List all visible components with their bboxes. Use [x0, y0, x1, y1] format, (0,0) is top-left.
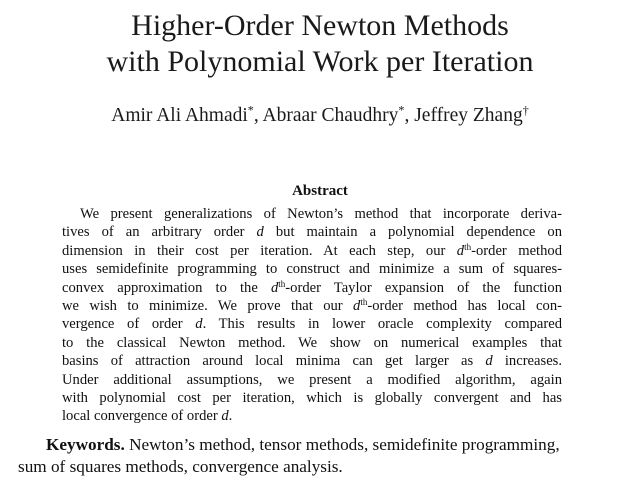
abstract-text: vergence of order [62, 316, 196, 333]
paper-title [0, 8, 640, 80]
abstract-line [62, 315, 562, 333]
author-affiliation-mark: * [247, 103, 254, 118]
title-line-2: with Polynomial Work per Iteration [106, 45, 534, 78]
abstract-line [62, 334, 562, 352]
author-name: Jeffrey Zhang [414, 105, 523, 126]
abstract-line [62, 205, 562, 223]
abstract-line [62, 352, 562, 370]
author-affiliation-mark: * [398, 103, 405, 118]
author-list [0, 103, 640, 129]
ordinal-superscript: th [360, 297, 368, 308]
abstract-line [62, 407, 562, 425]
keywords-line [18, 434, 622, 456]
abstract-text: tives of an arbitrary order [62, 224, 257, 241]
abstract-text: to the classical Newton method. We show on numerical examples that [62, 334, 562, 351]
abstract-text: local convergence of order [62, 408, 222, 425]
math-variable: d [195, 316, 203, 333]
abstract-text: increases. [492, 353, 562, 370]
abstract-line [62, 223, 562, 241]
abstract-text: convex approximation to the [62, 279, 271, 296]
abstract-line [62, 242, 562, 260]
abstract-text: with polynomial cost per iteration, which is globally convergent and has [62, 390, 562, 407]
keywords-paragraph [18, 434, 622, 478]
title-line-1: Higher-Order Newton Methods [131, 9, 509, 42]
abstract-text: Under additional assumptions, we present a modified algorithm, again [62, 371, 562, 388]
keywords-line: sum of squares methods, convergence analysis. [18, 457, 343, 476]
math-variable: d [456, 242, 465, 259]
author-separator: , [404, 105, 415, 126]
abstract-line [62, 279, 562, 297]
math-variable: d [353, 298, 361, 315]
author-name: Abraar Chaudhry [262, 105, 399, 126]
abstract-text: dimension in their cost per iteration. At each step, our [62, 242, 457, 259]
author-affiliation-mark: † [522, 103, 529, 118]
abstract-text: . [228, 408, 233, 425]
abstract-line [62, 260, 562, 278]
abstract-heading: Abstract [292, 183, 348, 199]
keywords-text: Newton’s method, tensor methods, semidefinite programming, [129, 435, 560, 454]
abstract-text: uses semidefinite programming to construct and minimize a sum of squares- [62, 261, 562, 278]
math-variable: d [270, 279, 279, 296]
keywords-label: Keywords. [46, 435, 125, 454]
abstract-text: we wish to minimize. We prove that our [62, 298, 354, 315]
abstract-line [62, 389, 562, 407]
abstract-text: -order Taylor expansion of the function [285, 279, 562, 296]
abstract-line [62, 297, 562, 315]
math-variable: d [485, 353, 493, 370]
abstract-text: basins of attraction around local minima can get larger as [62, 353, 486, 370]
author-name: Amir Ali Ahmadi [111, 105, 248, 126]
abstract-text: -order method has local con- [367, 298, 562, 315]
ordinal-superscript: th [278, 278, 286, 289]
abstract-text: We present generalizations of Newton’s method that incorporate deriva- [80, 206, 562, 222]
abstract-line [62, 371, 562, 389]
abstract-text: but maintain a polynomial dependence on [263, 224, 562, 241]
ordinal-superscript: th [464, 241, 472, 252]
author-separator: , [253, 105, 263, 126]
abstract-text: -order method [471, 242, 562, 259]
abstract-text: . This results in lower oracle complexity compared [202, 316, 562, 333]
math-variable: d [256, 224, 264, 241]
abstract-body [62, 205, 562, 426]
math-variable: d [221, 408, 229, 425]
